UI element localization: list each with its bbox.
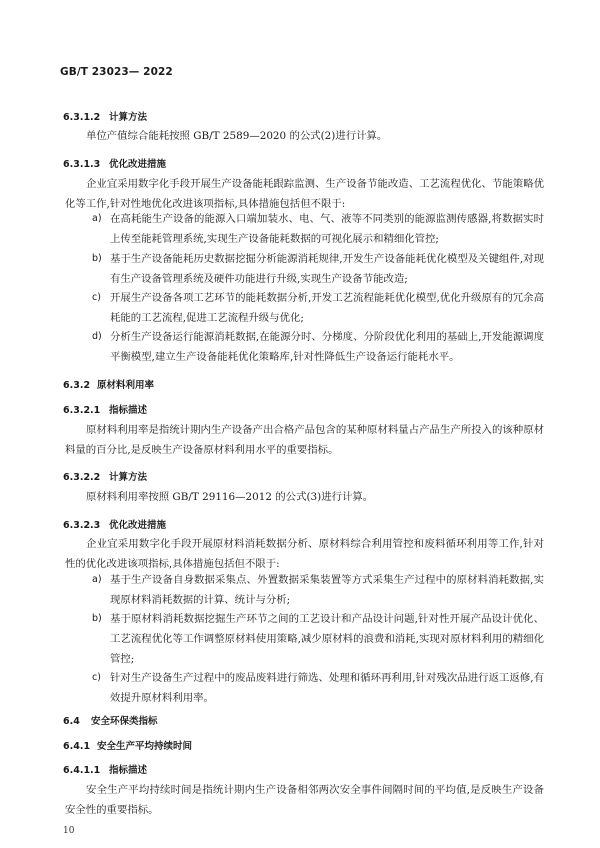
list-item-6-3-2-3-a — [92, 570, 544, 610]
section-title: 优化改进措施 — [109, 520, 167, 531]
section-title: 计算方法 — [109, 112, 148, 123]
list-item-6-3-1-3-d — [92, 327, 544, 367]
paragraph-6-3-2-2: 原材料利用率按照 GB/T 29116—2012 的公式(3)进行计算。 — [86, 491, 374, 503]
list-item-text: 基于生产设备自身数据采集点、外置数据采集装置等方式采集生产过程中的原材料消耗数据,实现原材料消耗数据的计算、统计与分析; — [110, 574, 544, 606]
paragraph-6-3-1-3-intro: 企业宜采用数字化手段开展生产设备能耗跟踪监测、生产设备节能改造、工艺流程优化、节能策略优化等工作,针对性地优化改进该项指标,具体措施包括但不限于: — [65, 178, 544, 210]
section-title: 安全环保类指标 — [91, 716, 158, 727]
section-heading-6-4-1 — [63, 738, 192, 752]
page-number: 10 — [63, 826, 75, 836]
section-title: 优化改进措施 — [109, 159, 167, 170]
section-number: 6.3.2.3 — [63, 520, 101, 531]
section-heading-6-3-2 — [63, 377, 154, 391]
list-marker: a) — [92, 574, 102, 585]
list-item-text: 开展生产设备各项工艺环节的能耗数据分析,开发工艺流程能耗优化模型,优化升级原有的冗余高耗能的工艺流程,促进工艺流程升级与优化; — [110, 292, 544, 324]
section-number: 6.4 — [63, 716, 80, 727]
section-title: 安全生产平均持续时间 — [97, 741, 193, 752]
section-number: 6.3.2.1 — [63, 405, 101, 416]
paragraph-6-3-1-2: 单位产值综合能耗按照 GB/T 2589—2020 的公式(2)进行计算。 — [86, 130, 388, 142]
paragraph-6-3-2-3-intro: 企业宜采用数字化手段开展原材料消耗数据分析、原材料综合利用管控和废料循环利用等工作,针对性的优化改进该项指标,具体措施包括但不限于: — [65, 538, 544, 570]
list-item-6-3-1-3-b — [92, 249, 544, 289]
list-marker: d) — [92, 331, 102, 342]
section-number: 6.3.2 — [63, 380, 91, 391]
list-item-text: 基于生产设备能耗历史数据挖掘分析能源消耗规律,开发生产设备能耗优化模型及关键组件,对现有生产设备管理系统及硬件功能进行升级,实现生产设备节能改造; — [110, 253, 544, 285]
list-item-text: 在高耗能生产设备的能源入口端加装水、电、气、液等不同类别的能源监测传感器,将数据实时上传至能耗管理系统,实现生产设备能耗数据的可视化展示和精细化管控; — [110, 213, 544, 245]
section-heading-6-3-2-3 — [63, 517, 166, 531]
section-heading-6-3-1-2 — [63, 109, 147, 123]
section-heading-6-3-2-2 — [63, 469, 147, 483]
section-title: 原材料利用率 — [97, 380, 155, 391]
section-heading-6-4-1-1 — [63, 762, 147, 776]
list-item-6-3-2-3-b — [92, 609, 544, 669]
list-marker: c) — [92, 292, 101, 303]
section-number: 6.3.1.3 — [63, 159, 101, 170]
section-number: 6.3.1.2 — [63, 112, 101, 123]
list-marker: c) — [92, 672, 101, 683]
paragraph-6-4-1-1: 安全生产平均持续时间是指统计期内生产设备相邻两次安全事件间隔时间的平均值,是反映生产设备安全性的重要指标。 — [65, 784, 544, 816]
list-marker: b) — [92, 613, 102, 624]
section-title: 指标描述 — [109, 765, 148, 776]
section-title: 指标描述 — [109, 405, 148, 416]
list-item-text: 基于原材料消耗数据挖掘生产环节之间的工艺设计和产品设计问题,针对性开展产品设计优化、工艺流程优化等工作调整原材料使用策略,减少原材料的浪费和消耗,实现对原材料利用的精细化管控; — [110, 613, 544, 665]
section-number: 6.3.2.2 — [63, 472, 101, 483]
section-number: 6.4.1.1 — [63, 765, 101, 776]
section-heading-6-3-1-3 — [63, 156, 166, 170]
paragraph-6-3-2-1: 原材料利用率是指统计期内生产设备产出合格产品包含的某种原材料量占产品生产所投入的该种原材料量的百分比,是反映生产设备原材料利用水平的重要指标。 — [65, 424, 544, 456]
list-marker: a) — [92, 213, 102, 224]
list-item-text: 针对生产设备生产过程中的废品废料进行筛选、处理和循环再利用,针对残次品进行返工返修,有效提升原材料利用率。 — [110, 672, 544, 704]
section-title: 计算方法 — [109, 472, 148, 483]
section-heading-6-4 — [63, 713, 158, 727]
section-number: 6.4.1 — [63, 741, 91, 752]
list-item-6-3-2-3-c — [92, 668, 544, 708]
list-item-6-3-1-3-a — [92, 209, 544, 249]
list-item-6-3-1-3-c — [92, 288, 544, 328]
standard-id-header: GB/T 23023— 2022 — [60, 66, 173, 78]
list-marker: b) — [92, 253, 102, 264]
list-item-text: 分析生产设备运行能源消耗数据,在能源分时、分梯度、分阶段优化利用的基础上,开发能源调度平衡模型,建立生产设备能耗优化策略库,针对性降低生产设备运行能耗水平。 — [110, 331, 544, 363]
section-heading-6-3-2-1 — [63, 402, 147, 416]
